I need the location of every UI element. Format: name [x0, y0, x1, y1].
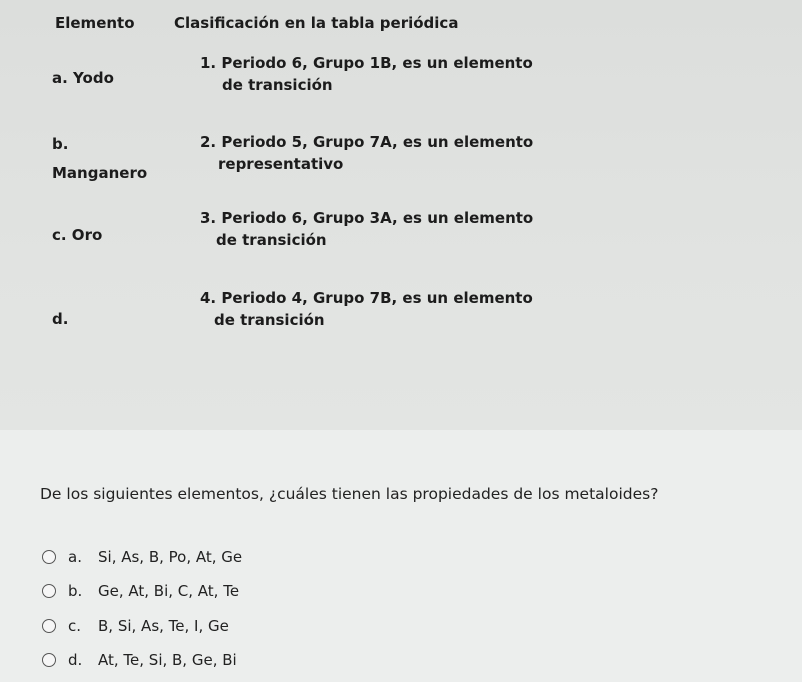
- classification-3-line1: 3. Periodo 6, Grupo 3A, es un elemento: [200, 209, 534, 227]
- element-a: [52, 68, 114, 88]
- option-b-letter: b.: [68, 582, 83, 600]
- classification-2-line2: representativo: [218, 155, 344, 173]
- option-d-letter: d.: [68, 651, 83, 669]
- classification-2: [200, 131, 533, 175]
- question-text: De los siguientes elementos, ¿cuáles tienen las propiedades de los metaloides?: [40, 485, 659, 503]
- option-b-text: Ge, At, Bi, C, At, Te: [98, 582, 240, 600]
- element-d-label: d.: [52, 310, 69, 328]
- radio-c[interactable]: [42, 619, 56, 633]
- element-b-name: Manganero: [52, 164, 148, 182]
- option-c[interactable]: [42, 617, 229, 635]
- option-c-text: B, Si, As, Te, I, Ge: [98, 617, 229, 635]
- classification-1-line2: de transición: [222, 76, 333, 94]
- question-panel: [0, 430, 802, 682]
- classification-3-line2: de transición: [216, 231, 327, 249]
- classification-1-line1: 1. Periodo 6, Grupo 1B, es un elemento: [200, 54, 533, 72]
- element-c-label: c. Oro: [52, 226, 103, 244]
- option-a-text: Si, As, B, Po, At, Ge: [98, 548, 243, 566]
- option-a[interactable]: [42, 548, 242, 566]
- element-a-label: a. Yodo: [52, 69, 114, 87]
- classification-2-line1: 2. Periodo 5, Grupo 7A, es un elemento: [200, 133, 534, 151]
- option-d-text: At, Te, Si, B, Ge, Bi: [98, 651, 237, 669]
- classification-4: [200, 287, 533, 331]
- classification-3: [200, 207, 533, 251]
- option-c-letter: c.: [68, 617, 82, 635]
- element-d: [52, 309, 68, 329]
- header-classification: Clasificación en la tabla periódica: [174, 14, 459, 32]
- classification-4-line2: de transición: [214, 311, 325, 329]
- option-b[interactable]: [42, 582, 239, 600]
- element-c: [52, 225, 102, 245]
- header-element: Elemento: [55, 14, 135, 32]
- radio-d[interactable]: [42, 653, 56, 667]
- classification-4-line1: 4. Periodo 4, Grupo 7B, es un elemento: [200, 289, 533, 307]
- option-d[interactable]: [42, 651, 237, 669]
- element-b-label: b.: [52, 135, 69, 153]
- classification-1: [200, 52, 533, 96]
- element-b: [52, 134, 68, 154]
- radio-a[interactable]: [42, 550, 56, 564]
- radio-b[interactable]: [42, 584, 56, 598]
- option-a-letter: a.: [68, 548, 82, 566]
